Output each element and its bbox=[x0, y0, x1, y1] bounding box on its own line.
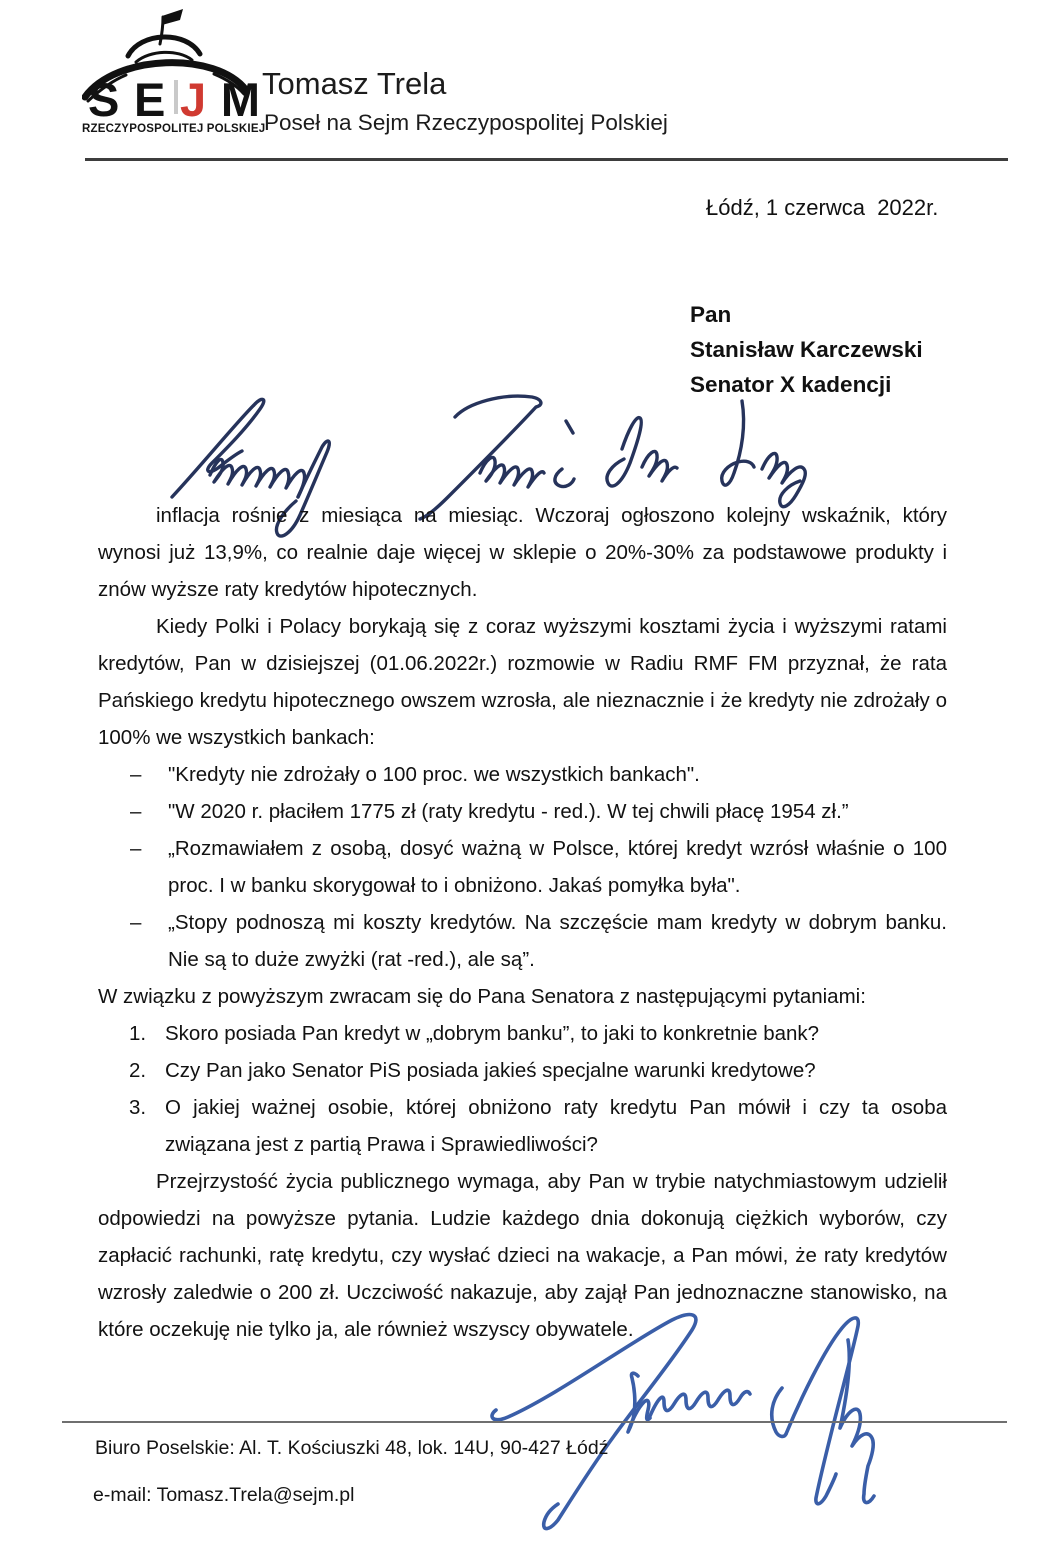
logo-letter: M bbox=[220, 73, 260, 126]
date-line: Łódź, 1 czerwca 2022r. bbox=[706, 195, 939, 220]
quote-item bbox=[98, 793, 947, 830]
question-text: O jakiej ważnej osobie, której obniżono raty kredytu Pan mówił i czy ta osoba związana jest z partią Prawa i Sprawiedliwości? bbox=[165, 1096, 947, 1156]
quote-dash: – bbox=[130, 800, 142, 823]
addressee-salutation: Pan bbox=[690, 302, 732, 327]
quote-item bbox=[98, 904, 947, 978]
quote-dash: – bbox=[130, 911, 142, 934]
paragraph-radio-interview: Kiedy Polki i Polacy borykają się z coraz wyższymi kosztami życia i wyższymi ratami kredytów, Pan w dzisiejszej (01.06.2022r.) rozmowie w Radiu RMF FM przyznał, że rata Pańskiego kredytu hipotecznego owszem wzrosła, ale nieznacznie i że kredyty nie zdrożały o 100% we wszystkich bankach: bbox=[98, 615, 947, 749]
logo-letter: J bbox=[180, 73, 207, 126]
addressee-role: Senator X kadencji bbox=[690, 372, 892, 397]
paragraph-inflation: inflacja rośnie z miesiąca na miesiąc. Wczoraj ogłoszono kolejny wskaźnik, który wynosi już 13,9%, co realnie daje więcej w sklepie o 20%-30% za podstawowe produkty i znów wyższe raty kredytów hipotecznych. bbox=[98, 504, 947, 601]
office-address: Biuro Poselskie: Al. T. Kościuszki 48, lok. 14U, 90-427 Łódź bbox=[95, 1437, 609, 1459]
addressee-name: Stanisław Karczewski bbox=[690, 337, 923, 362]
logo-subtitle: RZECZYPOSPOLITEJ POLSKIEJ bbox=[82, 123, 266, 135]
question-text: Skoro posiada Pan kredyt w „dobrym banku”, to jaki to konkretnie bank? bbox=[165, 1022, 820, 1045]
quote-text: „Rozmawiałem z osobą, dosyć ważną w Polsce, której kredyt wzrósł właśnie o 100 proc. I w banku skorygował to i obniżono. Jakaś pomyłka była". bbox=[168, 837, 947, 897]
question-item bbox=[98, 1052, 947, 1089]
quote-item bbox=[98, 830, 947, 904]
quote-text: "Kredyty nie zdrożały o 100 proc. we wszystkich bankach". bbox=[168, 763, 700, 786]
closing-paragraph: Przejrzystość życia publicznego wymaga, aby Pan w trybie natychmiastowym udzielił odpowiedzi na powyższe pytania. Ludzie każdego dnia dokonują ciężkich wyborów, czy zapłacić rachunki, ratę kredytu, czy wysłać dzieci na wakacje, a Pan mówi, że raty kredytów wzrosły zaledwie o 200 zł. Uczciwość nakazuje, aby zajął Pan jednoznaczne stanowisko, na które oczekuję nie tylko ja, ale również wszyscy obywatele. bbox=[98, 1170, 947, 1341]
logo-letter: S bbox=[88, 73, 120, 126]
letter-body bbox=[98, 497, 947, 1348]
quote-dash: – bbox=[130, 763, 142, 786]
sejm-logo bbox=[82, 4, 272, 146]
footer-rule bbox=[62, 1421, 1007, 1423]
question-number: 1. bbox=[129, 1022, 147, 1045]
header-rule bbox=[85, 158, 1008, 161]
question-item bbox=[98, 1015, 947, 1052]
addressee-block bbox=[690, 297, 923, 402]
email-address: e-mail: Tomasz.Trela@sejm.pl bbox=[93, 1484, 355, 1506]
quote-item bbox=[98, 756, 947, 793]
question-text: Czy Pan jako Senator PiS posiada jakieś specjalne warunki kredytowe? bbox=[165, 1059, 816, 1082]
questions-intro: W związku z powyższym zwracam się do Pana Senatora z następującymi pytaniami: bbox=[98, 985, 866, 1008]
deputy-title: Poseł na Sejm Rzeczypospolitej Polskiej bbox=[264, 110, 668, 135]
question-list bbox=[98, 1015, 947, 1163]
logo-letters bbox=[88, 73, 260, 126]
quote-dash: – bbox=[130, 837, 142, 860]
question-item bbox=[98, 1089, 947, 1163]
quote-text: "W 2020 r. płaciłem 1775 zł (raty kredytu - red.). W tej chwili płacę 1954 zł.” bbox=[168, 800, 849, 823]
quote-text: „Stopy podnoszą mi koszty kredytów. Na szczęście mam kredyty w dobrym banku. Nie są to duże zwyżki (rat -red.), ale są”. bbox=[168, 911, 947, 971]
question-number: 2. bbox=[129, 1059, 147, 1082]
question-number: 3. bbox=[129, 1096, 147, 1119]
quote-list bbox=[98, 756, 947, 978]
deputy-name: Tomasz Trela bbox=[262, 66, 447, 101]
logo-letter: E bbox=[134, 73, 166, 126]
